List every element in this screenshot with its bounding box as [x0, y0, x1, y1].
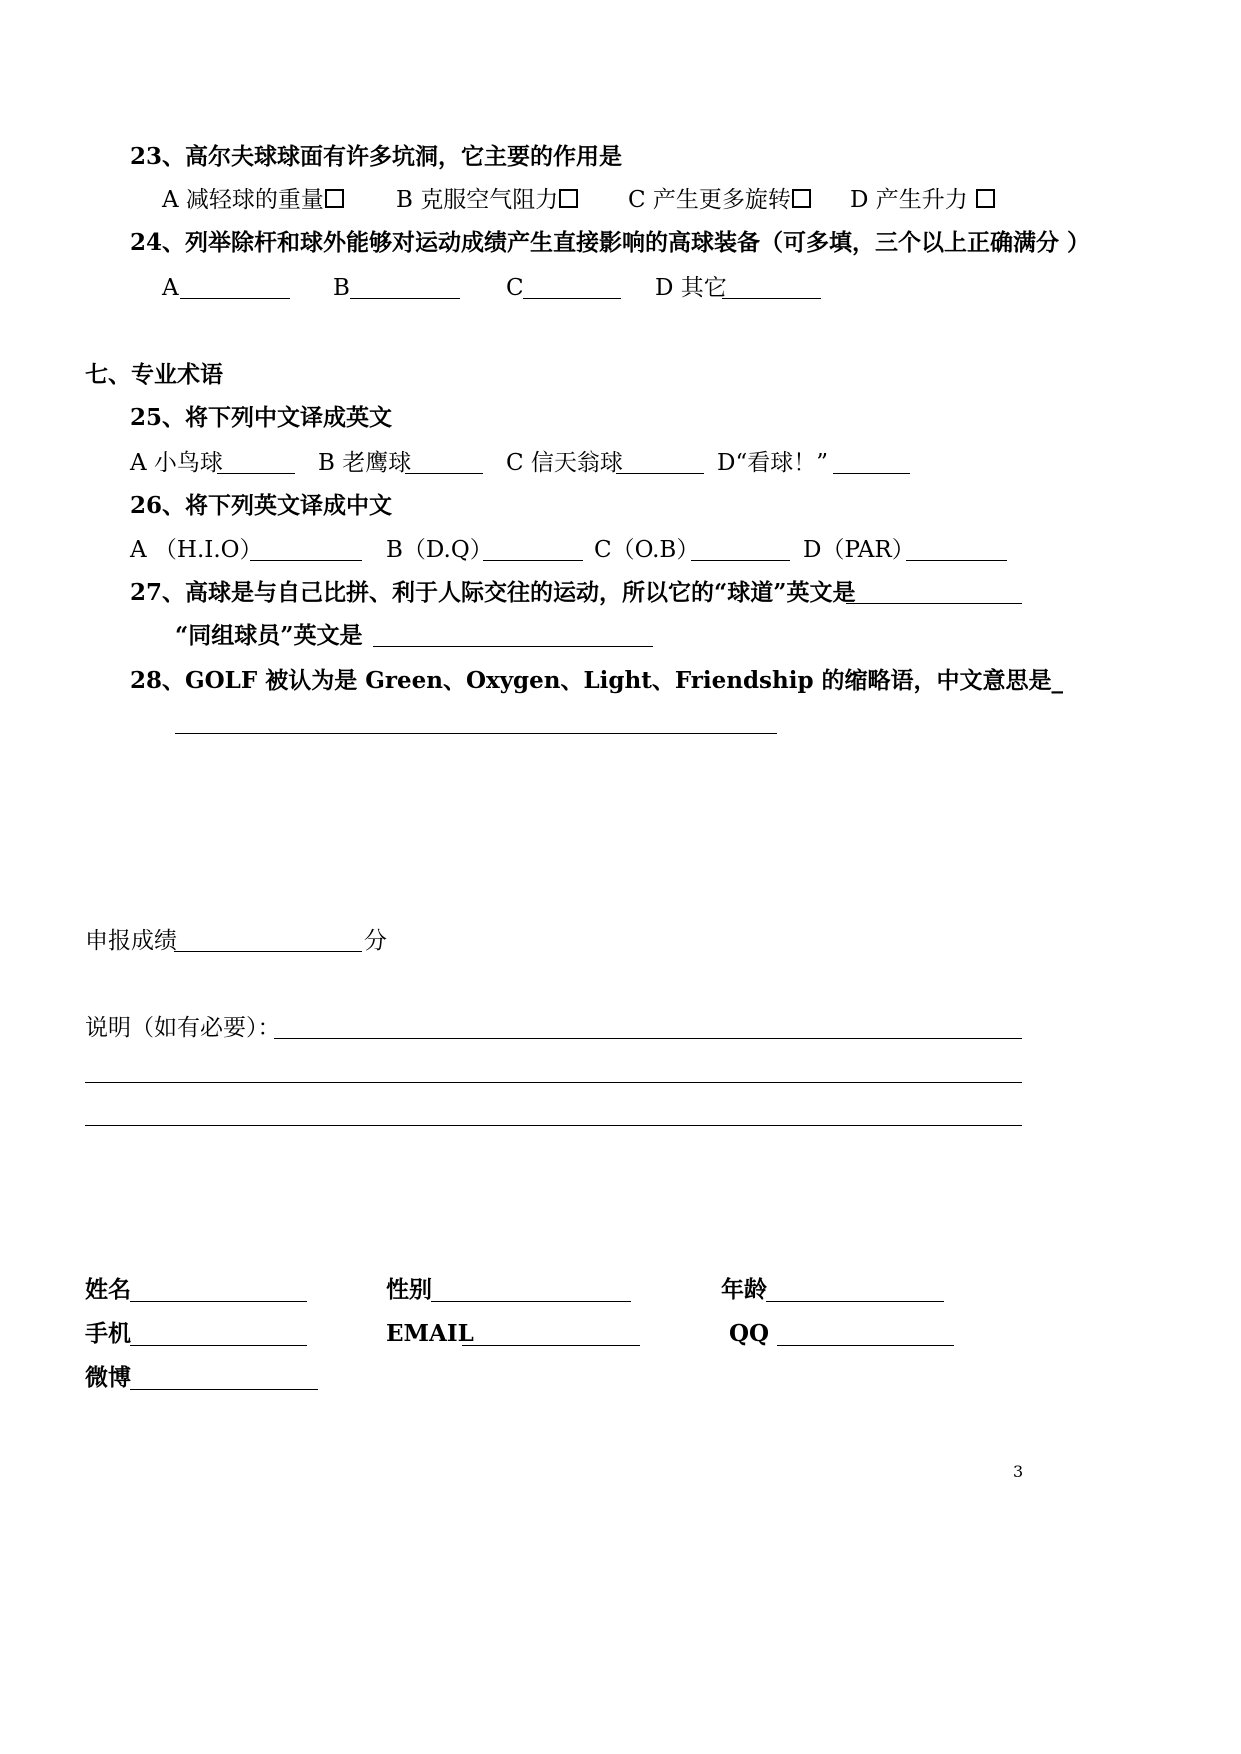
q23-option-d[interactable] — [850, 186, 995, 214]
q24-option-c-label: C — [506, 275, 524, 301]
question-28-title: 28、GOLF 被认为是 Green、Oxygen、Light、Friendship 的缩略语，中文意思是_ — [130, 667, 1064, 694]
q27-playing-partner-blank[interactable] — [373, 646, 653, 647]
q23-option-a-label: A 减轻球的重量 — [162, 187, 324, 213]
q26-answer-c-blank[interactable] — [691, 560, 790, 561]
score-label: 申报成绩 — [85, 928, 177, 954]
score-unit: 分 — [364, 928, 387, 954]
notes-line-3[interactable] — [85, 1125, 1022, 1126]
score-blank[interactable] — [174, 951, 362, 952]
q24-answer-d-blank[interactable] — [722, 298, 821, 299]
q26-option-b-label: B（D.Q） — [386, 537, 493, 563]
q26-answer-a-blank[interactable] — [250, 560, 362, 561]
q25-option-d-label: D“看球！” — [717, 450, 828, 476]
question-27-title: 27、高球是与自己比拼、利于人际交往的运动，所以它的“球道”英文是 — [130, 579, 856, 606]
qq-field[interactable] — [777, 1345, 954, 1346]
q25-option-a-label: A 小鸟球 — [130, 450, 223, 476]
q25-answer-d-blank[interactable] — [833, 473, 910, 474]
qq-label: QQ — [729, 1320, 770, 1347]
question-26-title: 26、将下列英文译成中文 — [130, 492, 393, 519]
q25-answer-c-blank[interactable] — [616, 473, 704, 474]
q23-option-a[interactable] — [162, 186, 344, 214]
q26-option-a-label: A （H.I.O） — [130, 537, 263, 563]
q23-option-b-label: B 克服空气阻力 — [396, 187, 559, 213]
q28-answer-blank[interactable] — [175, 733, 777, 734]
q25-answer-a-blank[interactable] — [217, 473, 295, 474]
q26-answer-d-blank[interactable] — [906, 560, 1007, 561]
gender-label: 性别 — [386, 1276, 432, 1303]
notes-line-1[interactable] — [274, 1038, 1022, 1039]
q25-option-c-label: C 信天翁球 — [506, 450, 623, 476]
checkbox-icon[interactable] — [325, 189, 344, 208]
checkbox-icon[interactable] — [559, 189, 578, 208]
notes-label: 说明（如有必要）： — [85, 1015, 281, 1041]
name-label: 姓名 — [85, 1276, 131, 1303]
q26-option-c-label: C（O.B） — [594, 537, 700, 563]
q24-option-b-label: B — [333, 275, 350, 301]
checkbox-icon[interactable] — [792, 189, 811, 208]
age-field[interactable] — [766, 1301, 944, 1302]
q25-answer-b-blank[interactable] — [405, 473, 483, 474]
phone-field[interactable] — [130, 1345, 307, 1346]
age-label: 年龄 — [721, 1276, 767, 1303]
q24-answer-b-blank[interactable] — [350, 298, 460, 299]
q23-option-c-label: C 产生更多旋转 — [628, 187, 791, 213]
q23-option-c[interactable] — [628, 186, 811, 214]
email-field[interactable] — [462, 1345, 640, 1346]
page-number: 3 — [1013, 1462, 1024, 1481]
name-field[interactable] — [130, 1301, 307, 1302]
phone-label: 手机 — [85, 1320, 131, 1347]
q24-option-a-label: A — [162, 275, 179, 301]
q24-answer-c-blank[interactable] — [523, 298, 621, 299]
q27-fairway-blank[interactable] — [846, 603, 1022, 604]
q26-answer-b-blank[interactable] — [483, 560, 583, 561]
weibo-label: 微博 — [85, 1364, 131, 1391]
q25-option-b-label: B 老鹰球 — [318, 450, 412, 476]
gender-field[interactable] — [431, 1301, 631, 1302]
checkbox-icon[interactable] — [976, 189, 995, 208]
weibo-field[interactable] — [130, 1389, 318, 1390]
q23-option-d-label: D 产生升力 — [850, 187, 976, 213]
q23-option-b[interactable] — [396, 186, 578, 214]
question-24-title: 24、列举除杆和球外能够对运动成绩产生直接影响的高球装备（可多填，三个以上正确满分 ） — [130, 229, 1091, 256]
section-heading: 七、专业术语 — [85, 361, 223, 388]
q24-answer-a-blank[interactable] — [180, 298, 290, 299]
q26-option-d-label: D（PAR） — [803, 537, 915, 563]
q24-option-d-label: D 其它 — [655, 275, 727, 301]
question-25-title: 25、将下列中文译成英文 — [130, 404, 393, 431]
question-23-title: 23、高尔夫球球面有许多坑洞，它主要的作用是 — [130, 143, 623, 170]
notes-line-2[interactable] — [85, 1082, 1022, 1083]
question-27-subprompt: “同组球员”英文是 — [175, 622, 363, 649]
email-label: EMAIL — [386, 1320, 474, 1347]
